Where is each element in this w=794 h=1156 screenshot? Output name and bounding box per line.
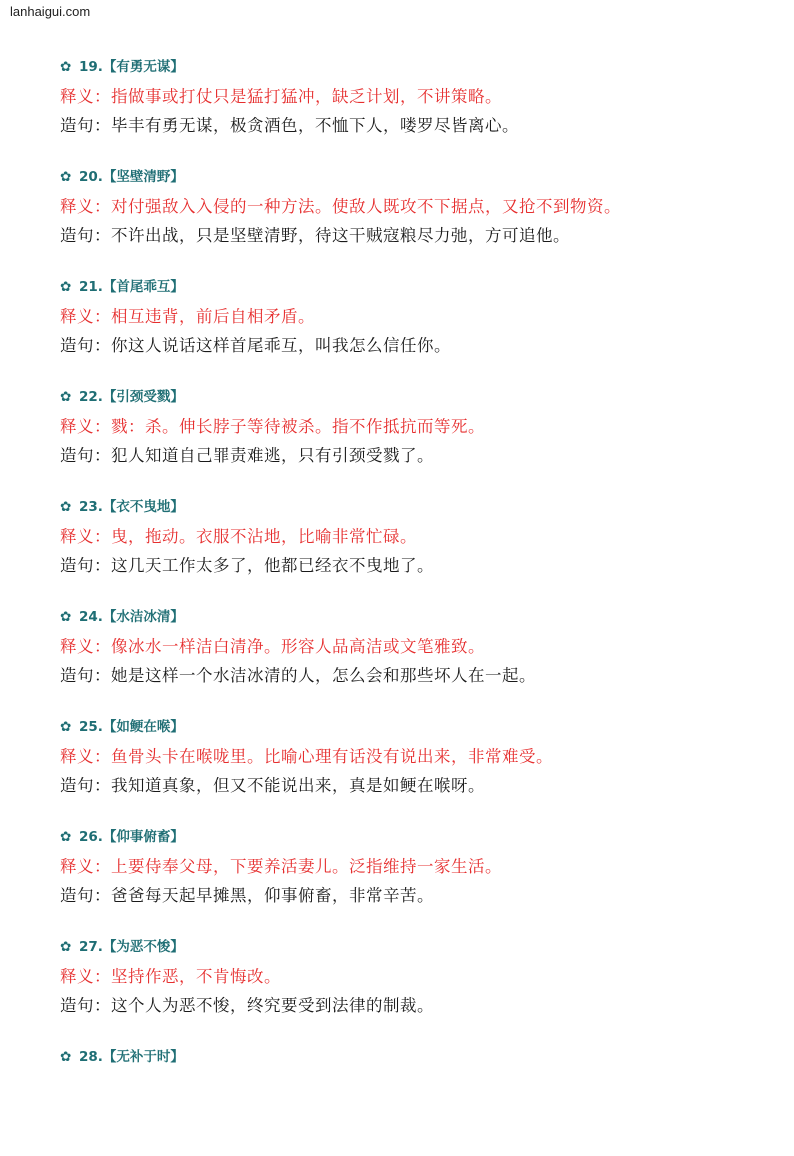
entry-number: 26. <box>79 829 103 845</box>
entry-meaning <box>60 522 760 551</box>
entry-idiom: 【坚壁清野】 <box>102 169 184 185</box>
meaning-text: 上要侍奉父母，下要养活妻儿。泛指维持一家生活。 <box>111 857 502 876</box>
meaning-label: 释义： <box>60 747 111 766</box>
idiom-entry <box>60 826 760 936</box>
meaning-text: 曳，拖动。衣服不沾地，比喻非常忙碌。 <box>111 527 417 546</box>
example-label: 造句： <box>60 336 111 355</box>
entry-title <box>60 716 760 738</box>
entry-title <box>60 606 760 628</box>
flower-icon: ✿ <box>60 279 72 295</box>
site-watermark: lanhaigui.com <box>10 4 91 19</box>
meaning-label: 释义： <box>60 857 111 876</box>
entry-number: 27. <box>79 939 103 955</box>
entry-meaning <box>60 852 760 881</box>
idiom-entry <box>60 56 760 166</box>
entry-example <box>60 881 760 910</box>
idiom-entry <box>60 496 760 606</box>
example-label: 造句： <box>60 226 111 245</box>
idiom-entry <box>60 716 760 826</box>
entry-title <box>60 166 760 188</box>
example-text: 我知道真象，但又不能说出来，真是如鲠在喉呀。 <box>111 776 485 795</box>
flower-icon: ✿ <box>60 939 72 955</box>
example-label: 造句： <box>60 666 111 685</box>
entry-number: 25. <box>79 719 103 735</box>
idiom-entry <box>60 936 760 1046</box>
entry-example <box>60 991 760 1020</box>
meaning-text: 指做事或打仗只是猛打猛冲，缺乏计划，不讲策略。 <box>111 87 502 106</box>
meaning-label: 释义： <box>60 87 111 106</box>
entry-title <box>60 276 760 298</box>
meaning-text: 坚持作恶，不肯悔改。 <box>111 967 281 986</box>
entry-example <box>60 111 760 140</box>
entry-number: 24. <box>79 609 103 625</box>
meaning-text: 像冰水一样洁白清净。形容人品高洁或文笔雅致。 <box>111 637 485 656</box>
idiom-entry <box>60 606 760 716</box>
example-label: 造句： <box>60 446 111 465</box>
entry-idiom: 【首尾乖互】 <box>102 279 184 295</box>
entry-idiom: 【无补于时】 <box>102 1049 184 1065</box>
meaning-text: 对付强敌入入侵的一种方法。使敌人既攻不下据点，又抢不到物资。 <box>111 197 621 216</box>
entry-number: 20. <box>79 169 103 185</box>
entry-meaning <box>60 742 760 771</box>
entry-meaning <box>60 962 760 991</box>
entry-title <box>60 496 760 518</box>
idiom-list <box>60 56 760 1156</box>
entry-example <box>60 661 760 690</box>
flower-icon: ✿ <box>60 1049 72 1065</box>
meaning-label: 释义： <box>60 197 111 216</box>
idiom-entry <box>60 386 760 496</box>
entry-title <box>60 386 760 408</box>
entry-number: 28. <box>79 1049 103 1065</box>
meaning-text: 相互违背，前后自相矛盾。 <box>111 307 315 326</box>
entry-meaning <box>60 302 760 331</box>
example-text: 这几天工作太多了，他都已经衣不曳地了。 <box>111 556 434 575</box>
example-text: 毕丰有勇无谋，极贪酒色，不恤下人，喽罗尽皆离心。 <box>111 116 519 135</box>
entry-idiom: 【为恶不悛】 <box>102 939 184 955</box>
entry-title <box>60 56 760 78</box>
meaning-label: 释义： <box>60 527 111 546</box>
meaning-text: 鱼骨头卡在喉咙里。比喻心理有话没有说出来，非常难受。 <box>111 747 553 766</box>
example-text: 她是这样一个水洁冰清的人，怎么会和那些坏人在一起。 <box>111 666 536 685</box>
entry-idiom: 【引颈受戮】 <box>102 389 184 405</box>
example-label: 造句： <box>60 886 111 905</box>
example-text: 爸爸每天起早摊黑，仰事俯畜，非常辛苦。 <box>111 886 434 905</box>
entry-meaning <box>60 412 760 441</box>
entry-idiom: 【仰事俯畜】 <box>102 829 184 845</box>
entry-idiom: 【如鲠在喉】 <box>102 719 184 735</box>
entry-meaning <box>60 632 760 661</box>
flower-icon: ✿ <box>60 169 72 185</box>
entry-number: 19. <box>79 59 103 75</box>
entry-example <box>60 331 760 360</box>
entry-idiom: 【有勇无谋】 <box>102 59 184 75</box>
example-text: 这个人为恶不悛，终究要受到法律的制裁。 <box>111 996 434 1015</box>
meaning-label: 释义： <box>60 417 111 436</box>
example-text: 你这人说话这样首尾乖互，叫我怎么信任你。 <box>111 336 451 355</box>
flower-icon: ✿ <box>60 59 72 75</box>
entry-example <box>60 441 760 470</box>
entry-number: 22. <box>79 389 103 405</box>
example-label: 造句： <box>60 996 111 1015</box>
meaning-label: 释义： <box>60 967 111 986</box>
meaning-label: 释义： <box>60 307 111 326</box>
flower-icon: ✿ <box>60 499 72 515</box>
entry-idiom: 【水洁冰清】 <box>102 609 184 625</box>
entry-title <box>60 826 760 848</box>
entry-title <box>60 1046 760 1068</box>
idiom-entry <box>60 1046 760 1156</box>
example-text: 不许出战，只是坚壁清野，待这干贼寇粮尽力弛，方可追他。 <box>111 226 570 245</box>
idiom-entry <box>60 166 760 276</box>
flower-icon: ✿ <box>60 389 72 405</box>
meaning-label: 释义： <box>60 637 111 656</box>
entry-example <box>60 221 760 250</box>
idiom-entry <box>60 276 760 386</box>
entry-meaning <box>60 192 760 221</box>
example-label: 造句： <box>60 776 111 795</box>
example-text: 犯人知道自己罪责难逃，只有引颈受戮了。 <box>111 446 434 465</box>
example-label: 造句： <box>60 116 111 135</box>
entry-example <box>60 771 760 800</box>
entry-number: 23. <box>79 499 103 515</box>
entry-example <box>60 551 760 580</box>
example-label: 造句： <box>60 556 111 575</box>
flower-icon: ✿ <box>60 609 72 625</box>
flower-icon: ✿ <box>60 719 72 735</box>
flower-icon: ✿ <box>60 829 72 845</box>
entry-number: 21. <box>79 279 103 295</box>
entry-meaning <box>60 82 760 111</box>
entry-idiom: 【衣不曳地】 <box>102 499 184 515</box>
meaning-text: 戮：杀。伸长脖子等待被杀。指不作抵抗而等死。 <box>111 417 485 436</box>
entry-title <box>60 936 760 958</box>
